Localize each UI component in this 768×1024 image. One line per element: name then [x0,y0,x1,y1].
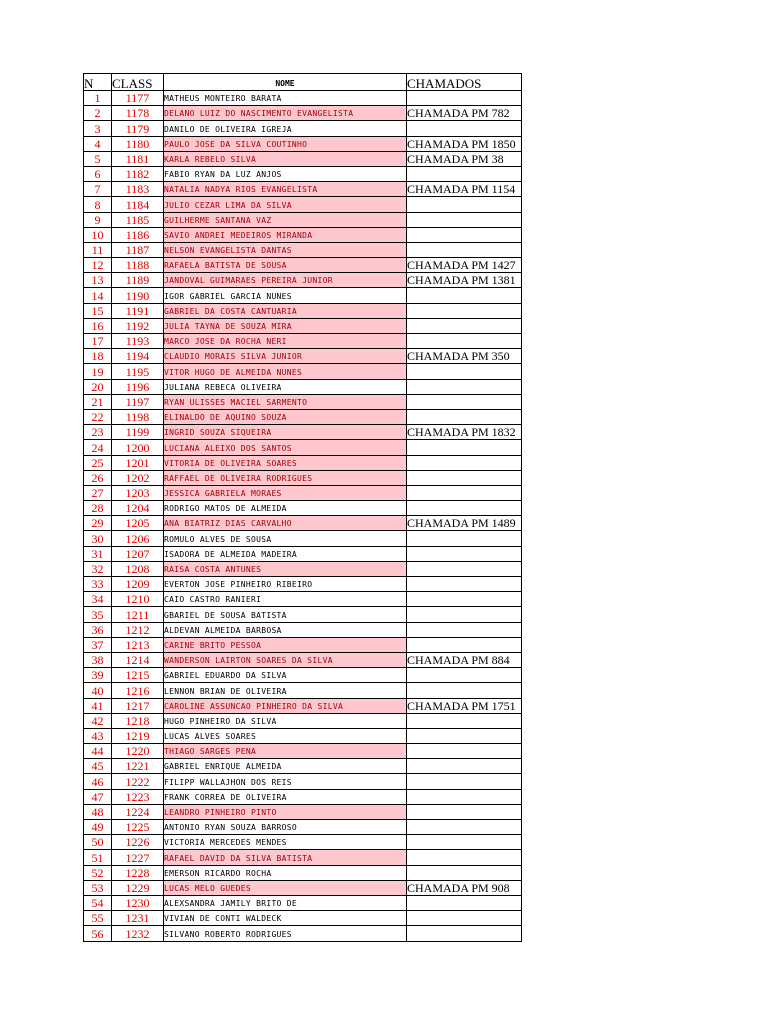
row-nome: JULIANA REBECA OLIVEIRA [164,379,407,394]
row-nome: LUCAS ALVES SOARES [164,728,407,743]
row-class: 1187 [112,242,164,257]
row-number: 42 [84,713,112,728]
row-number: 16 [84,318,112,333]
row-number: 49 [84,820,112,835]
row-nome: CAROLINE ASSUNCAO PINHEIRO DA SILVA [164,698,407,713]
row-nome: JULIA TAYNA DE SOUZA MIRA [164,318,407,333]
row-chamado [407,622,522,637]
row-class: 1186 [112,227,164,242]
row-nome: LENNON BRIAN DE OLIVEIRA [164,683,407,698]
row-class: 1201 [112,455,164,470]
row-number: 27 [84,485,112,500]
row-number: 34 [84,592,112,607]
row-class: 1230 [112,895,164,910]
row-chamado [407,577,522,592]
row-nome: PAULO JOSE DA SILVA COUTINHO [164,136,407,151]
row-number: 48 [84,804,112,819]
row-chamado [407,865,522,880]
table-row [84,349,522,364]
row-nome: DANILO DE OLIVEIRA IGREJA [164,121,407,136]
table-row [84,698,522,713]
row-chamado: CHAMADA PM 908 [407,880,522,895]
row-chamado: CHAMADA PM 1154 [407,182,522,197]
row-class: 1220 [112,744,164,759]
row-class: 1184 [112,197,164,212]
row-class: 1211 [112,607,164,622]
row-number: 29 [84,516,112,531]
table-row [84,546,522,561]
row-class: 1218 [112,713,164,728]
table-row [84,744,522,759]
row-class: 1232 [112,926,164,941]
row-number: 28 [84,501,112,516]
row-class: 1203 [112,485,164,500]
row-nome: INGRID SOUZA SIQUEIRA [164,425,407,440]
row-number: 45 [84,759,112,774]
header-n: N [84,74,112,91]
row-number: 5 [84,151,112,166]
row-number: 18 [84,349,112,364]
table-row [84,318,522,333]
row-class: 1217 [112,698,164,713]
row-number: 22 [84,409,112,424]
row-chamado [407,121,522,136]
row-number: 9 [84,212,112,227]
row-chamado [407,318,522,333]
table-row [84,728,522,743]
row-class: 1196 [112,379,164,394]
table-row [84,820,522,835]
row-class: 1181 [112,151,164,166]
row-chamado [407,820,522,835]
row-nome: EMERSON RICARDO ROCHA [164,865,407,880]
row-chamado: CHAMADA PM 1489 [407,516,522,531]
row-chamado [407,592,522,607]
row-nome: MATHEUS MONTEIRO BARATA [164,91,407,106]
row-class: 1227 [112,850,164,865]
row-class: 1182 [112,166,164,181]
table-row [84,91,522,106]
row-class: 1189 [112,273,164,288]
table-row [84,835,522,850]
row-nome: DELANO LUIZ DO NASCIMENTO EVANGELISTA [164,106,407,121]
row-number: 32 [84,561,112,576]
table-row [84,197,522,212]
row-chamado [407,895,522,910]
row-nome: VITORIA DE OLIVEIRA SOARES [164,455,407,470]
row-number: 19 [84,364,112,379]
row-nome: ANA BIATRIZ DIAS CARVALHO [164,516,407,531]
table-row [84,227,522,242]
roster-body [84,91,522,942]
table-row [84,637,522,652]
row-number: 41 [84,698,112,713]
row-chamado [407,759,522,774]
row-class: 1213 [112,637,164,652]
row-number: 8 [84,197,112,212]
row-chamado [407,409,522,424]
table-row [84,394,522,409]
row-number: 17 [84,334,112,349]
table-row [84,303,522,318]
row-chamado: CHAMADA PM 782 [407,106,522,121]
row-nome: FRANK CORREA DE OLIVEIRA [164,789,407,804]
row-class: 1206 [112,531,164,546]
table-row [84,865,522,880]
row-chamado [407,501,522,516]
row-nome: LUCIANA ALEIXO DOS SANTOS [164,440,407,455]
row-nome: RAFAELA BATISTA DE SOUSA [164,258,407,273]
row-class: 1188 [112,258,164,273]
table-row [84,379,522,394]
row-class: 1205 [112,516,164,531]
row-class: 1195 [112,364,164,379]
row-chamado [407,789,522,804]
row-nome: KARLA REBELO SILVA [164,151,407,166]
row-number: 2 [84,106,112,121]
table-row [84,455,522,470]
row-chamado [407,713,522,728]
row-chamado: CHAMADA PM 1832 [407,425,522,440]
row-class: 1194 [112,349,164,364]
row-class: 1222 [112,774,164,789]
row-nome: JESSICA GABRIELA MORAES [164,485,407,500]
row-chamado [407,440,522,455]
row-nome: ELINALDO DE AQUINO SOUZA [164,409,407,424]
row-class: 1207 [112,546,164,561]
row-number: 54 [84,895,112,910]
row-number: 26 [84,470,112,485]
row-nome: FABIO RYAN DA LUZ ANJOS [164,166,407,181]
row-class: 1199 [112,425,164,440]
row-class: 1226 [112,835,164,850]
row-nome: ROMULO ALVES DE SOUSA [164,531,407,546]
row-number: 56 [84,926,112,941]
row-chamado [407,926,522,941]
row-number: 10 [84,227,112,242]
row-chamado [407,470,522,485]
row-chamado [407,197,522,212]
row-chamado [407,561,522,576]
row-number: 7 [84,182,112,197]
row-nome: HUGO PINHEIRO DA SILVA [164,713,407,728]
table-row [84,774,522,789]
row-number: 12 [84,258,112,273]
row-chamado [407,804,522,819]
row-nome: VIVIAN DE CONTI WALDECK [164,911,407,926]
header-class: CLASS [112,74,164,91]
row-chamado [407,774,522,789]
table-row [84,242,522,257]
row-nome: ALEXSANDRA JAMILY BRITO DE [164,895,407,910]
row-chamado [407,242,522,257]
row-number: 15 [84,303,112,318]
header-chamados: CHAMADOS [407,74,522,91]
row-class: 1183 [112,182,164,197]
table-row [84,789,522,804]
row-chamado [407,531,522,546]
row-nome: SAVIO ANDREI MEDEIROS MIRANDA [164,227,407,242]
row-number: 6 [84,166,112,181]
row-class: 1178 [112,106,164,121]
row-chamado [407,637,522,652]
table-row [84,425,522,440]
row-class: 1185 [112,212,164,227]
row-class: 1216 [112,683,164,698]
row-chamado [407,91,522,106]
row-chamado: CHAMADA PM 1850 [407,136,522,151]
row-nome: ALDEVAN ALMEIDA BARBOSA [164,622,407,637]
table-row [84,683,522,698]
table-row [84,622,522,637]
row-number: 55 [84,911,112,926]
header-row [84,74,522,91]
row-chamado [407,485,522,500]
row-number: 50 [84,835,112,850]
table-row [84,880,522,895]
row-nome: GBARIEL DE SOUSA BATISTA [164,607,407,622]
row-class: 1197 [112,394,164,409]
row-number: 39 [84,668,112,683]
table-row [84,926,522,941]
row-chamado [407,303,522,318]
header-nome: NOME [164,74,407,91]
row-number: 51 [84,850,112,865]
table-row [84,485,522,500]
table-row [84,850,522,865]
row-number: 36 [84,622,112,637]
row-chamado [407,212,522,227]
table-row [84,516,522,531]
row-nome: IGOR GABRIEL GARCIA NUNES [164,288,407,303]
row-chamado [407,668,522,683]
row-chamado [407,379,522,394]
row-nome: GUILHERME SANTANA VAZ [164,212,407,227]
row-number: 46 [84,774,112,789]
row-number: 1 [84,91,112,106]
row-nome: GABRIEL DA COSTA CANTUARIA [164,303,407,318]
row-number: 52 [84,865,112,880]
row-nome: RAFFAEL DE OLIVEIRA RODRIGUES [164,470,407,485]
row-nome: EVERTON JOSE PINHEIRO RIBEIRO [164,577,407,592]
row-chamado: CHAMADA PM 884 [407,652,522,667]
row-chamado: CHAMADA PM 1381 [407,273,522,288]
table-row [84,106,522,121]
row-class: 1221 [112,759,164,774]
table-row [84,577,522,592]
row-nome: JULIO CEZAR LIMA DA SILVA [164,197,407,212]
row-number: 14 [84,288,112,303]
table-row [84,440,522,455]
row-nome: JANDOVAL GUIMARAES PEREIRA JUNIOR [164,273,407,288]
row-number: 3 [84,121,112,136]
row-class: 1190 [112,288,164,303]
row-chamado [407,607,522,622]
row-nome: SILVANO ROBERTO RODRIGUES [164,926,407,941]
row-class: 1200 [112,440,164,455]
table-row [84,470,522,485]
row-number: 24 [84,440,112,455]
table-row [84,713,522,728]
row-chamado [407,455,522,470]
row-number: 23 [84,425,112,440]
row-chamado [407,546,522,561]
row-nome: ANTONIO RYAN SOUZA BARROSO [164,820,407,835]
row-class: 1223 [112,789,164,804]
table-row [84,501,522,516]
table-row [84,136,522,151]
row-nome: THIAGO SARGES PENA [164,744,407,759]
table-row [84,759,522,774]
row-class: 1202 [112,470,164,485]
row-chamado [407,850,522,865]
row-nome: RODRIGO MATOS DE ALMEIDA [164,501,407,516]
table-row [84,804,522,819]
row-nome: LEANDRO PINHEIRO PINTO [164,804,407,819]
row-class: 1198 [112,409,164,424]
row-nome: RAISA COSTA ANTUNES [164,561,407,576]
row-chamado [407,288,522,303]
table-row [84,212,522,227]
row-nome: WANDERSON LAIRTON SOARES DA SILVA [164,652,407,667]
row-nome: CAIO CASTRO RANIERI [164,592,407,607]
row-chamado [407,227,522,242]
row-class: 1180 [112,136,164,151]
table-row [84,258,522,273]
table-row [84,607,522,622]
row-class: 1191 [112,303,164,318]
table-row [84,121,522,136]
row-number: 30 [84,531,112,546]
table-row [84,911,522,926]
row-number: 37 [84,637,112,652]
row-nome: MARCO JOSE DA ROCHA NERI [164,334,407,349]
row-number: 40 [84,683,112,698]
row-chamado [407,364,522,379]
row-number: 43 [84,728,112,743]
row-chamado [407,835,522,850]
row-class: 1209 [112,577,164,592]
table-row [84,182,522,197]
table-row [84,531,522,546]
row-nome: RAFAEL DAVID DA SILVA BATISTA [164,850,407,865]
row-number: 47 [84,789,112,804]
table-row [84,273,522,288]
row-chamado: CHAMADA PM 1751 [407,698,522,713]
row-chamado [407,728,522,743]
row-chamado [407,744,522,759]
row-number: 53 [84,880,112,895]
row-class: 1193 [112,334,164,349]
row-chamado [407,166,522,181]
table-row [84,166,522,181]
row-number: 21 [84,394,112,409]
row-chamado [407,911,522,926]
table-row [84,668,522,683]
row-nome: VICTORIA MERCEDES MENDES [164,835,407,850]
row-class: 1231 [112,911,164,926]
row-class: 1210 [112,592,164,607]
table-row [84,409,522,424]
row-nome: RYAN ULISSES MACIEL SARMENTO [164,394,407,409]
row-class: 1192 [112,318,164,333]
table-row [84,895,522,910]
table-row [84,592,522,607]
row-class: 1215 [112,668,164,683]
row-class: 1228 [112,865,164,880]
row-nome: NATALIA NADYA RIOS EVANGELISTA [164,182,407,197]
row-number: 35 [84,607,112,622]
table-row [84,288,522,303]
row-chamado: CHAMADA PM 350 [407,349,522,364]
table-row [84,151,522,166]
row-chamado: CHAMADA PM 38 [407,151,522,166]
row-nome: CLAUDIO MORAIS SILVA JUNIOR [164,349,407,364]
row-class: 1214 [112,652,164,667]
row-chamado: CHAMADA PM 1427 [407,258,522,273]
row-class: 1204 [112,501,164,516]
row-nome: CARINE BRITO PESSOA [164,637,407,652]
row-number: 13 [84,273,112,288]
table-row [84,364,522,379]
table-row [84,561,522,576]
row-number: 11 [84,242,112,257]
roster-table [83,73,522,942]
row-number: 25 [84,455,112,470]
row-nome: ISADORA DE ALMEIDA MADEIRA [164,546,407,561]
row-class: 1225 [112,820,164,835]
row-number: 44 [84,744,112,759]
row-number: 20 [84,379,112,394]
row-number: 31 [84,546,112,561]
row-class: 1212 [112,622,164,637]
row-chamado [407,334,522,349]
row-class: 1179 [112,121,164,136]
row-chamado [407,683,522,698]
row-nome: VITOR HUGO DE ALMEIDA NUNES [164,364,407,379]
row-class: 1219 [112,728,164,743]
row-chamado [407,394,522,409]
row-nome: FILIPP WALLAJHON DOS REIS [164,774,407,789]
row-class: 1208 [112,561,164,576]
row-nome: LUCAS MELO GUEDES [164,880,407,895]
row-class: 1224 [112,804,164,819]
table-row [84,652,522,667]
row-nome: GABRIEL EDUARDO DA SILVA [164,668,407,683]
table-row [84,334,522,349]
row-class: 1229 [112,880,164,895]
row-nome: GABRIEL ENRIQUE ALMEIDA [164,759,407,774]
row-number: 4 [84,136,112,151]
row-number: 38 [84,652,112,667]
row-class: 1177 [112,91,164,106]
row-number: 33 [84,577,112,592]
row-nome: NELSON EVANGELISTA DANTAS [164,242,407,257]
